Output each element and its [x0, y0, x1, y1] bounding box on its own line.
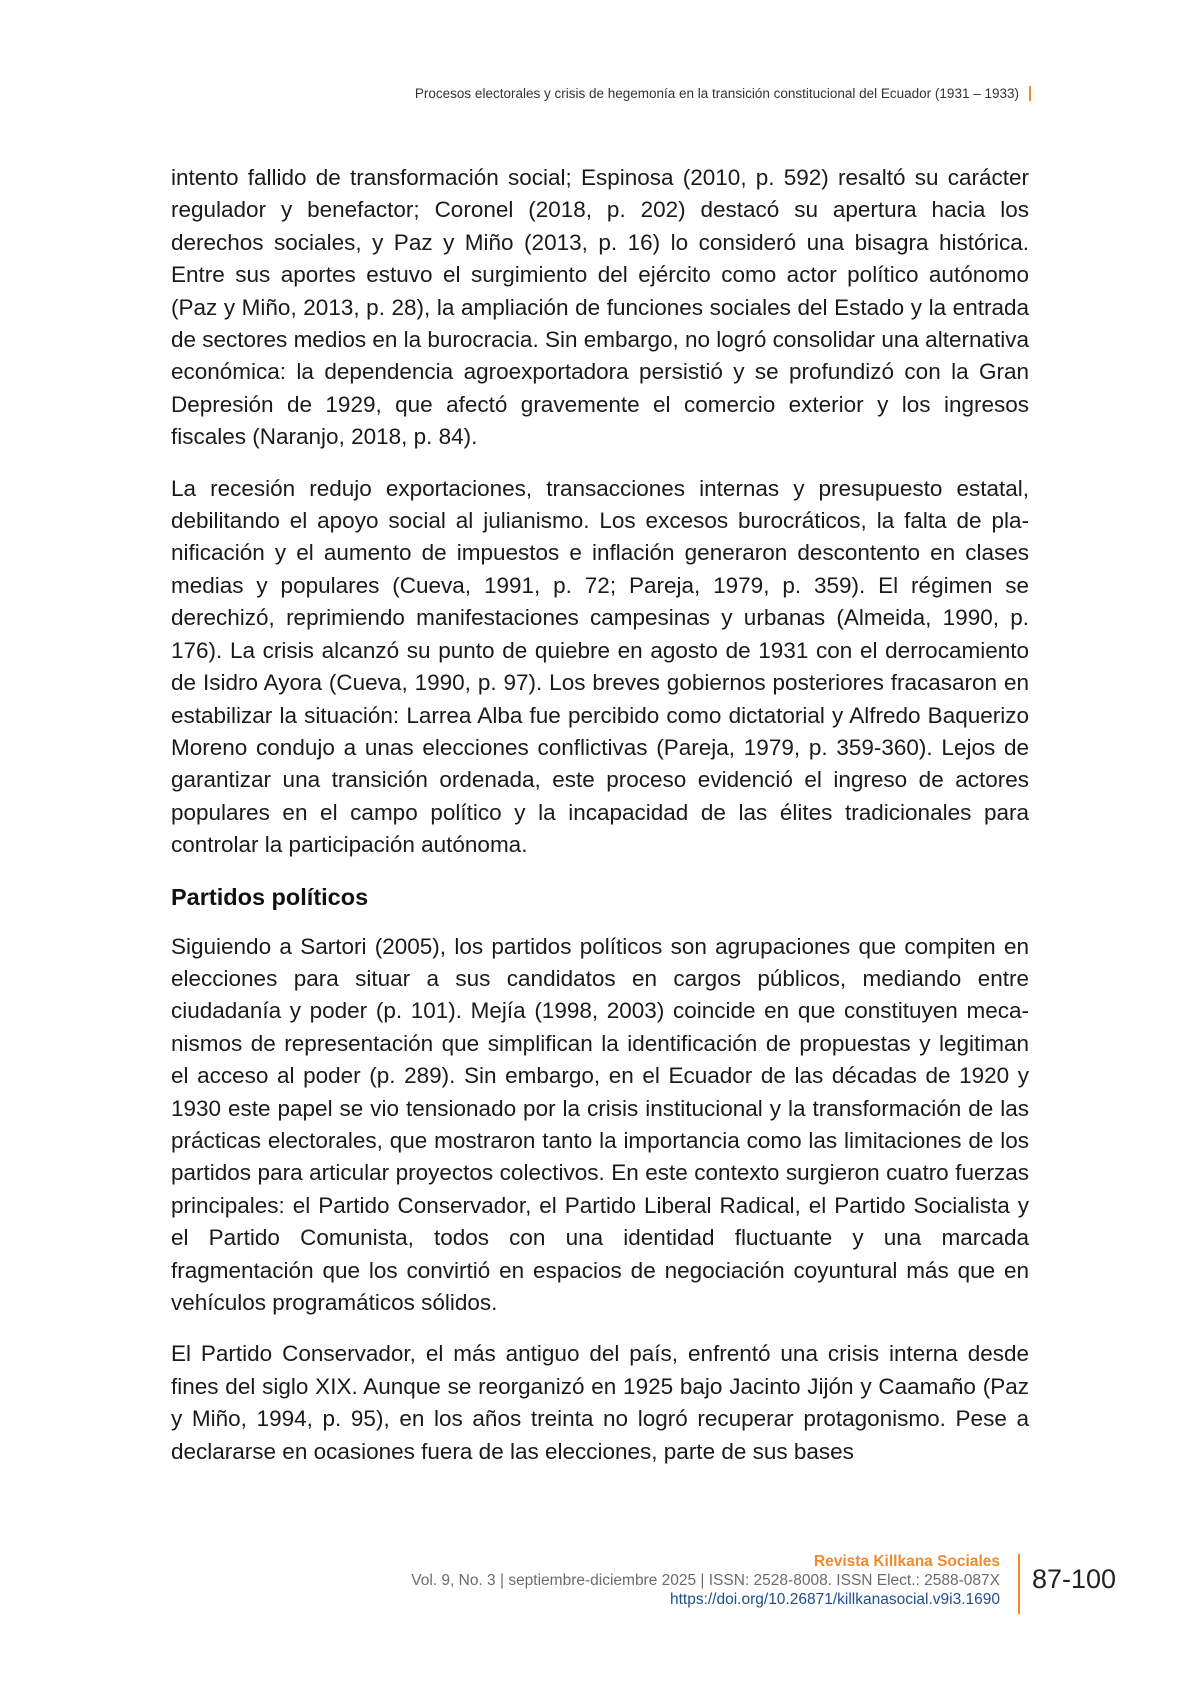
issue-info: Vol. 9, No. 3 | septiembre-diciembre 2025 | ISSN: 2528-8008. ISSN Elect.: 2588-087X — [411, 1572, 1000, 1589]
header-accent-bar — [1029, 86, 1031, 101]
running-header — [415, 86, 1031, 101]
article-body — [171, 162, 1029, 1487]
paragraph-3: Siguiendo a Sartori (2005), los partidos políticos son agrupaciones que compiten en elecciones para situar a sus candidatos en cargos públicos, mediando entre ciudadanía y poder (p. 101). Mejía (1998, 2003) coincide en que constituyen mecanismos de representación que simplifican la identificación de propuestas y legitiman el acceso al poder (p. 289). Sin embargo, en el Ecuador de las décadas de 1920 y 1930 este papel se vio tensionado por la crisis institucional y la transformación de las prácticas electorales, que mostraron tanto la importancia como las limitaciones de los partidos para articular proyectos colectivos. En este contexto surgieron cuatro fuerzas principales: el Partido Conservador, el Partido Liberal Radical, el Partido Socialista y el Partido Comunista, todos con una identidad fluctuante y una marcada fragmentación que los convirtió en espacios de negociación coyuntural más que en vehículos programáticos sólidos. — [171, 933, 1029, 1315]
paragraph-2: La recesión redujo exportaciones, transacciones internas y presupuesto estatal, debilitando el apoyo social al julianismo. Los excesos burocráticos, la falta de planificación y el aumento de impuestos e inflación generaron descontento en clases medias y populares (Cueva, 1991, p. 72; Pareja, 1979, p. 359). El régimen se derechizó, reprimiendo manifestaciones campesinas y urbanas (Almeida, 1990, p. 176). La crisis alcanzó su punto de quiebre en agosto de 1931 con el derrocamiento de Isidro Ayora (Cueva, 1990, p. 97). Los breves gobiernos posteriores fracasaron en estabilizar la situación: Larrea Alba fue percibido como dictatorial y Alfredo Baquerizo Moreno condujo a unas elecciones conflictivas (Pareja, 1979, p. 359-360). Lejos de garantizar una transición ordenada, este proceso evidenció el ingreso de actores populares en el campo político y la incapacidad de las élites tradicionales para controlar la participación autónoma. — [171, 475, 1029, 858]
page-footer — [0, 1552, 1191, 1632]
paragraph-1: intento fallido de transformación social; Espinosa (2010, p. 592) resaltó su carácter regulador y benefactor; Coronel (2018, p. 202) destacó su apertura hacia los derechos sociales, y Paz y Miño (2013, p. 16) lo consideró una bisagra histórica. Entre sus aportes estuvo el surgimiento del ejército como actor político autónomo (Paz y Miño, 2013, p. 28), la ampliación de funciones sociales del Estado y la entrada de sectores medios en la burocracia. Sin embargo, no logró consolidar una alternativa económica: la dependencia agroexportadora persistió y se profundizó con la Gran Depresión de 1929, que afectó gravemente el comercio exterior y los ingresos fiscales (Naranjo, 2018, p. 84). — [171, 165, 1029, 450]
page-range: 87-100 — [1032, 1564, 1117, 1594]
footer-accent-divider — [1018, 1554, 1020, 1614]
running-title: Procesos electorales y crisis de hegemonía en la transición constitucional del Ecuador (1931 – 1933) — [414, 86, 1019, 101]
paragraph-4: El Partido Conservador, el más antiguo del país, enfrentó una crisis interna desde fines del siglo XIX. Aunque se reorganizó en 1925 bajo Jacinto Jijón y Caamaño (Paz y Miño, 1994, p. 95), en los años treinta no logró recuperar protagonismo. Pese a declararse en ocasiones fuera de las elecciones, parte de sus bases — [171, 1341, 1029, 1464]
doi-link[interactable]: https://doi.org/10.26871/killkanasocial.v9i3.1690 — [669, 1591, 1000, 1608]
journal-name: Revista Killkana Sociales — [813, 1553, 1000, 1570]
section-title: Partidos políticos — [171, 883, 369, 910]
journal-info — [411, 1552, 1000, 1609]
